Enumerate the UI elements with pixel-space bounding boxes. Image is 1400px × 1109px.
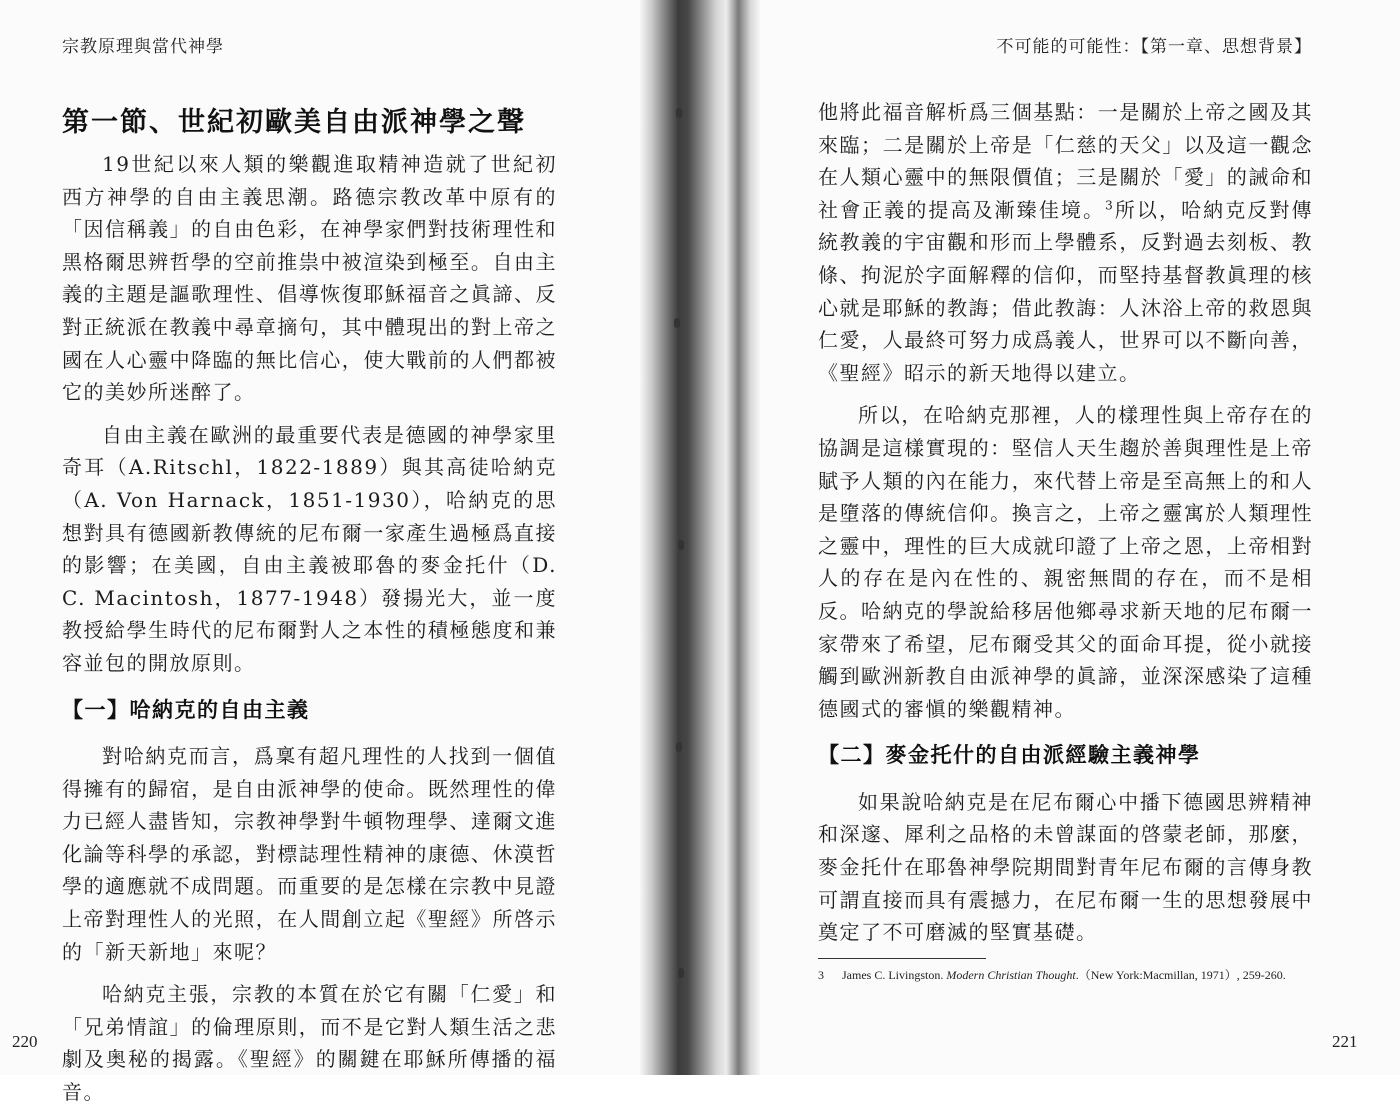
binding-mark: [678, 968, 684, 978]
running-head-right: 不可能的可能性：【第一章、思想背景】: [996, 37, 1312, 57]
binding-mark: [678, 540, 684, 550]
section-title: 第一節、世紀初歐美自由派神學之聲: [62, 107, 526, 138]
paragraph: 19世紀以來人類的樂觀進取精神造就了世紀初西方神學的自由主義思潮。路德宗教改革中原有的「因信稱義」的自由色彩，在神學家們對技術理性和黑格爾思辨哲學的空前推祟中被渲染到極至。自由主義的主題是謳歌理性、倡導恢復耶穌福音之眞諦、反對正統派在教義中尋章摘句，其中體現出的對上帝之國在人心靈中降臨的無比信心，使大戰前的人們都被它的美妙所迷醉了。: [62, 152, 557, 405]
page-number-right: 221: [1332, 1032, 1358, 1051]
paragraph: 所以，在哈納克那裡，人的樣理性與上帝存在的協調是這樣實現的：堅信人天生趨於善與理性是上帝賦予人類的內在能力，來代替上帝是至高無上的和人是墮落的傳統信仰。換言之，上帝之靈寓於人類理性之靈中，理性的巨大成就印證了上帝之恩，上帝相對人的存在是內在性的、親密無間的存在，而不是相反。哈納克的學說給移居他鄉尋求新天地的尼布爾一家帶來了希望，尼布爾受其父的面命耳提，從小就接觸到歐洲新教自由派神學的眞諦，並深深感染了這種德國式的審愼的樂觀精神。: [818, 403, 1313, 721]
footnote-marker: 3: [1105, 198, 1115, 213]
page-number-left: 220: [12, 1032, 38, 1051]
footnote-number: 3: [818, 968, 824, 982]
subsection-title: 【一】哈納克的自由主義: [62, 696, 310, 722]
paragraph: [818, 96, 1313, 389]
paragraph: 對哈納克而言，爲稟有超凡理性的人找到一個值得擁有的歸宿，是自由派神學的使命。既然理性的偉力已經人盡皆知，宗教神學對牛頓物理學、達爾文進化論等科學的承認，對標誌理性精神的康德、休漠哲學的適應就不成問題。而重要的是怎樣在宗教中見證上帝對理性人的光照，在人間創立起《聖經》所啓示的「新天新地」來呢？: [62, 744, 557, 964]
binding-mark: [676, 108, 682, 118]
footnote-author: James C. Livingston.: [842, 968, 944, 982]
paragraph: 自由主義在歐洲的最重要代表是德國的神學家里奇耳（A.Ritschl，1822-1889）與其高徒哈納克（A. Von Harnack，1851-1930），哈納克的思想對具有德國新教傳統的尼布爾一家產生過極爲直接的影響；在美國，自由主義被耶魯的麥金托什（D. C. Macintosh，1877-1948）發揚光大，並一度教授給學生時代的尼布爾對人之本性的積極態度和兼容並包的開放原則。: [62, 422, 557, 675]
paragraph-text: 他將此福音解析爲三個基點：一是關於上帝之國及其來臨；二是關於上帝是「仁慈的天父」以及這一觀念在人類心靈中的無限價值；三是關於「愛」的誡命和社會正義的提高及漸臻佳境。: [818, 100, 1313, 222]
left-body-text: [62, 148, 557, 1109]
paragraph-text: 所以，哈納克反對傳統教義的宇宙觀和形而上學體系，反對過去刻板、教條、拘泥於字面解釋的信仰，而堅持基督教眞理的核心就是耶穌的教誨；借此教誨：人沐浴上帝的救恩與仁愛，人最終可努力成爲義人，世界可以不斷向善，《聖經》昭示的新天地得以建立。: [818, 197, 1314, 385]
footnote-rest: .（New York:Macmillan, 1971）, 259-260.: [1075, 968, 1286, 982]
footnote: [818, 966, 1338, 983]
book-gutter-shadow: [640, 0, 760, 1075]
right-body-text: [818, 96, 1313, 949]
binding-mark: [676, 742, 682, 752]
running-head-left: 宗教原理與當代神學: [62, 37, 224, 57]
binding-mark: [674, 318, 680, 328]
footnote-divider: [818, 958, 986, 959]
paragraph: 如果說哈納克是在尼布爾心中播下德國思辨精神和深邃、犀利之品格的未曾謀面的啓蒙老師，那麼，麥金托什在耶魯神學院期間對青年尼布爾的言傳身教可謂直接而具有震撼力，在尼布爾一生的思想發展中奠定了不可磨滅的堅實基礎。: [818, 789, 1313, 945]
subsection-title: 【二】麥金托什的自由派經驗主義神學: [818, 742, 1201, 768]
footnote-title: Modern Christian Thought: [946, 968, 1076, 982]
paragraph: 哈納克主張，宗教的本質在於它有關「仁愛」和「兄弟情誼」的倫理原則，而不是它對人類生活之悲劇及奥秘的揭露。《聖經》的關鍵在耶穌所傳播的福音。: [62, 982, 557, 1105]
